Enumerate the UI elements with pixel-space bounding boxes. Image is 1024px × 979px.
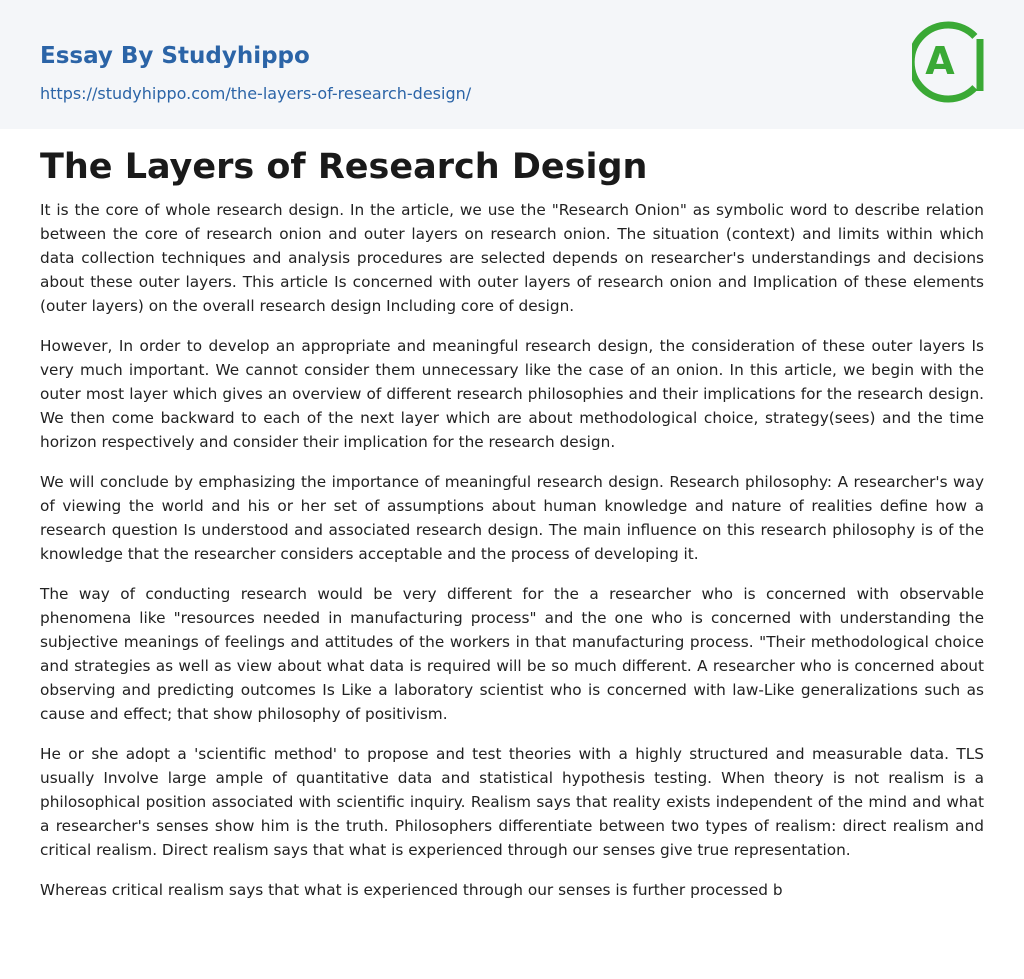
logo-letter: A — [925, 39, 955, 83]
paragraph-4: The way of conducting research would be very different for the a researcher who is concerned with observable phenomena like "resources needed in manufacturing process" and the one who is concerned with understanding the subjective meanings of feelings and attitudes of the workers in that manufacturing process. "Their methodological choice and strategies as well as view about what data is required will be so much different. A researcher who is concerned about observing and predicting outcomes Is Like a laboratory scientist who is concerned with law-Like generalizations such as cause and effect; that show philosophy of positivism. — [40, 585, 984, 723]
paragraph-2: However, In order to develop an appropriate and meaningful research design, the consideration of these outer layers Is very much important. We cannot consider them unnecessary like the case of an onion. In this article, we begin with the outer most layer which gives an overview of different research philosophies and their implications for the research design. We then come backward to each of the next layer which are about methodological choice, strategy(sees) and the time horizon respectively and consider their implication for the research design. — [40, 337, 984, 451]
paragraph-6: Whereas critical realism says that what is experienced through our senses is further processed b — [40, 881, 783, 899]
site-header — [0, 0, 1024, 129]
article — [40, 144, 984, 918]
paragraph-3: We will conclude by emphasizing the importance of meaningful research design. Research philosophy: A researcher's way of viewing the world and his or her set of assumptions about human knowledge and nature of realities define how a research question Is understood and associated research design. The main influence on this research philosophy is of the knowledge that the researcher considers acceptable and the process of developing it. — [40, 473, 984, 563]
brand-title: Essay By Studyhippo — [40, 43, 310, 69]
studyhippo-logo-icon[interactable] — [912, 19, 986, 105]
page-url-link[interactable]: https://studyhippo.com/the-layers-of-research-design/ — [40, 84, 472, 103]
paragraph-5: He or she adopt a 'scientific method' to propose and test theories with a highly structured and measurable data. TLS usually Involve large ample of quantitative data and statistical hypothesis testing. When theory is not realism is a philosophical position associated with scientific inquiry. Realism says that reality exists independent of the mind and what a researcher's senses show him is the truth. Philosophers differentiate between two types of realism: direct realism and critical realism. Direct realism says that what is experienced through our senses give true representation. — [40, 745, 984, 859]
paragraph-1: It is the core of whole research design. In the article, we use the "Research Onion" as symbolic word to describe relation between the core of research onion and outer layers on research onion. The situation (context) and limits within which data collection techniques and analysis procedures are selected depends on researcher's understandings and decisions about these outer layers. This article Is concerned with outer layers of research onion and Implication of these elements (outer layers) on the overall research design Including core of design. — [40, 201, 984, 315]
page-title: The Layers of Research Design — [40, 147, 648, 187]
